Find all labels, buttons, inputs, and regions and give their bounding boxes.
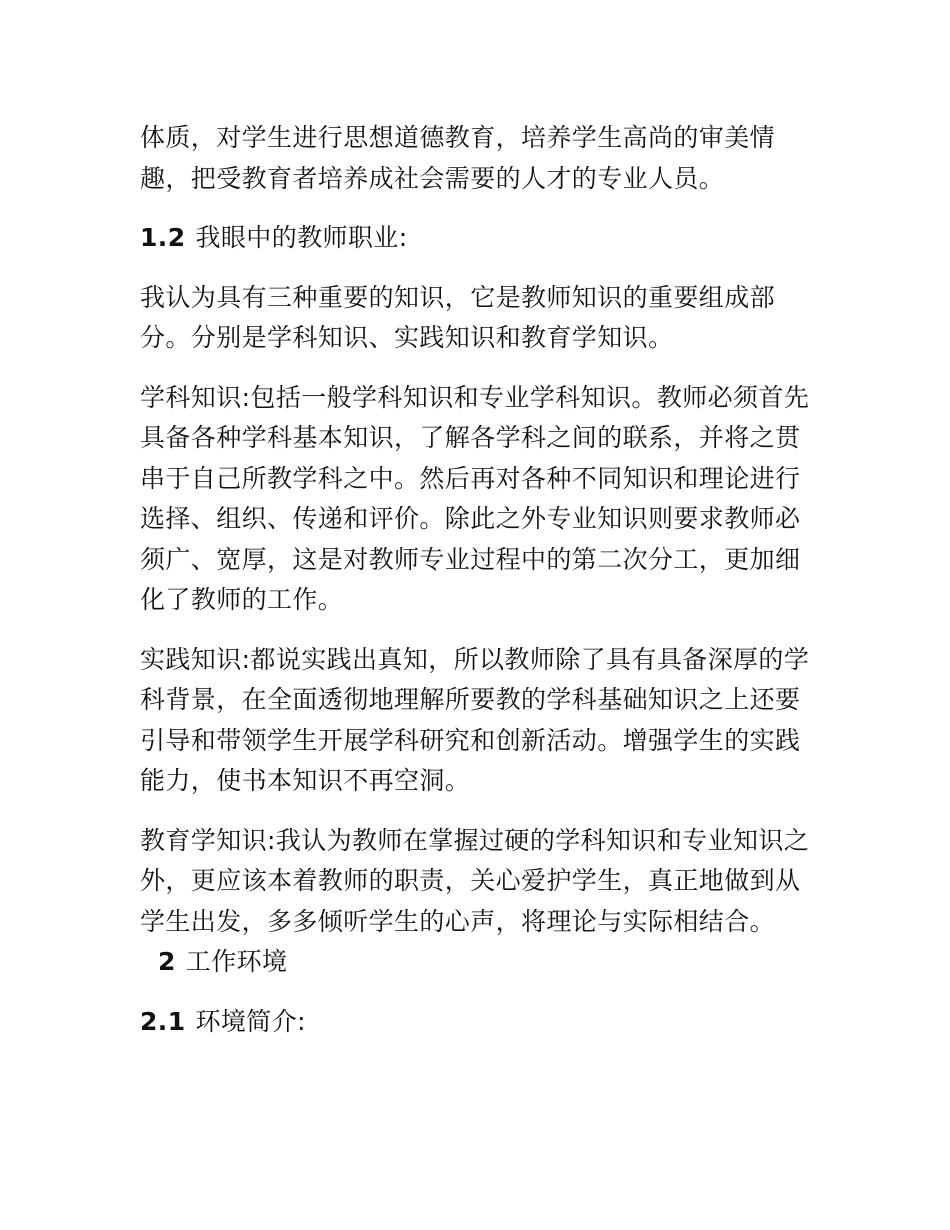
section-number: 2.1 bbox=[140, 1006, 186, 1036]
section-title: 环境简介: bbox=[195, 1006, 306, 1036]
section-heading-2-1 bbox=[140, 1002, 812, 1043]
section-heading-1-2 bbox=[140, 218, 812, 259]
section-number: 1.2 bbox=[140, 223, 186, 252]
paragraph-intro: 体质，对学生进行思想道德教育，培养学生高尚的审美情趣，把受教育者培养成社会需要的人才的专业人员。 bbox=[140, 123, 776, 193]
section-title: 我眼中的教师职业: bbox=[195, 223, 408, 252]
section-number: 2 bbox=[158, 947, 176, 976]
document-page bbox=[140, 118, 812, 1061]
paragraph-subject-knowledge: 学科知识:包括一般学科知识和专业学科知识。教师必须首先具备各种学科基本知识，了解各学科之间的联系，并将之贯串于自己所教学科之中。然后再对各种不同知识和理论进行选择、组织、传递和评价。除此之外专业知识则要求教师必须广、宽厚，这是对教师专业过程中的第二次分工，更加细化了教师的工作。 bbox=[140, 382, 810, 614]
paragraph-pedagogy-knowledge bbox=[140, 821, 812, 983]
paragraph-knowledge-types: 我认为具有三种重要的知识，它是教师知识的重要组成部分。分别是学科知识、实践知识和教育学知识。 bbox=[140, 282, 776, 352]
paragraph-pedagogy-text: 教育学知识:我认为教师在掌握过硬的学科知识和专业知识之外，更应该本着教师的职责，关心爱护学生，真正地做到从学生出发，多多倾听学生的心声，将理论与实际相结合。 bbox=[140, 825, 810, 936]
section-title: 工作环境 bbox=[185, 947, 288, 976]
paragraph-practice-knowledge: 实践知识:都说实践出真知，所以教师除了具有具备深厚的学科背景，在全面透彻地理解所要教的学科基础知识之上还要引导和带领学生开展学科研究和创新活动。增强学生的实践能力，使书本知识不再空洞。 bbox=[140, 644, 810, 795]
